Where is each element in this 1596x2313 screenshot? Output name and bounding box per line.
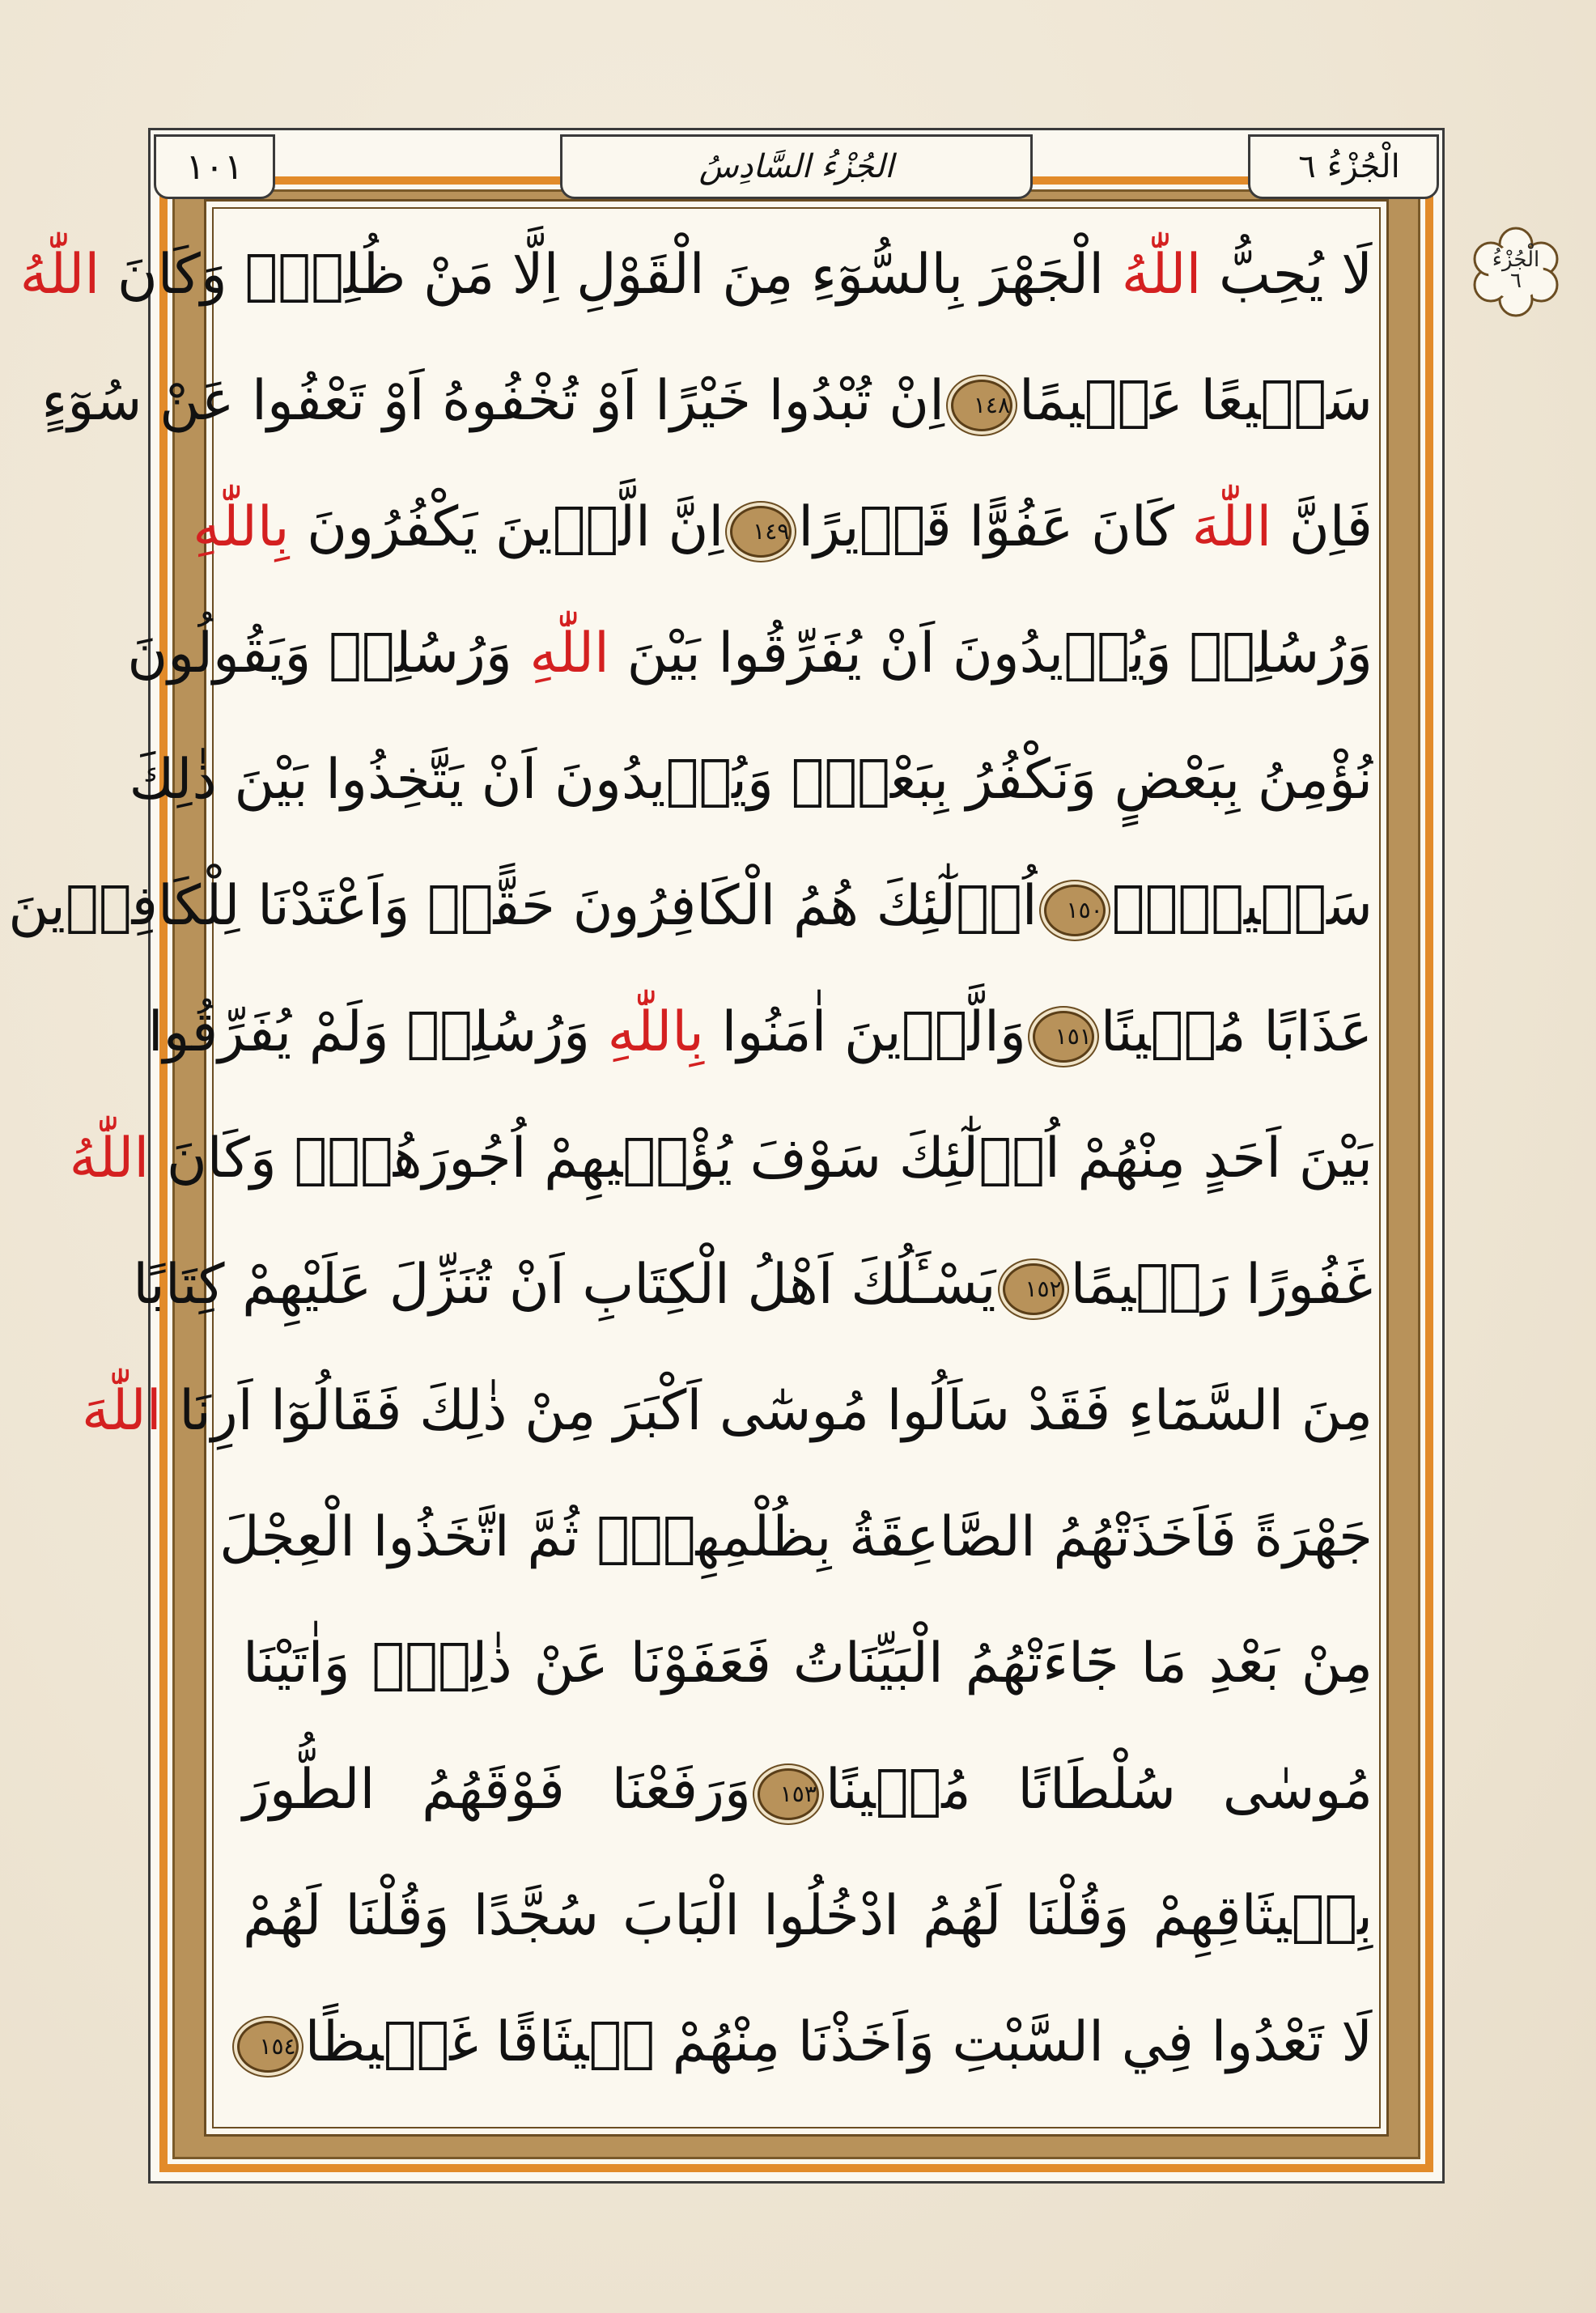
juz-label-text: الْجُزْءُ: [1326, 148, 1400, 185]
divine-name-text: اللّٰهُ: [19, 243, 100, 307]
text-line: [127, 605, 1373, 702]
text-line: [243, 1868, 1373, 1965]
verse-text: وَرُسُلِهٖ وَلَمْ يُفَرِّقُوا: [147, 1000, 608, 1064]
verse-text: اِنْ تُبْدُوا خَيْرًا اَوْ تُخْفُوهُ اَوْ تَعْفُوا عَنْ سُوٓءٍ: [41, 369, 944, 433]
text-line: [19, 227, 1373, 324]
verse-text: فَاِنَّ: [1271, 495, 1373, 559]
ayah-number-marker: ١٥٢: [1003, 1263, 1064, 1315]
divine-name-text: بِاللّٰهِ: [607, 1000, 704, 1064]
text-line: [82, 1363, 1373, 1460]
page-number: [154, 134, 275, 199]
verse-text: اِنَّ الَّذٖينَ يَكْفُرُونَ: [289, 495, 724, 559]
verse-text: مِنْ بَعْدِ مَا جَٓاءَتْهُمُ الْبَيِّنَاتُ فَعَفَوْنَا عَنْ ذٰلِكَۚ وَاٰتَيْنَا: [243, 1632, 1373, 1695]
ayah-number-marker: ١٤٩: [730, 506, 792, 558]
section-title: [560, 134, 1033, 199]
ayah-number-marker: ١٥١: [1033, 1011, 1094, 1063]
verse-text: وَالَّذٖينَ اٰمَنُوا: [703, 1000, 1026, 1064]
section-title-text: الجُزْءُ السَّادِسُ: [698, 148, 894, 185]
text-line: [8, 858, 1373, 955]
text-line: [69, 1110, 1373, 1207]
juz-number-text: ٦: [1298, 148, 1316, 185]
juz-marker-label: [1471, 249, 1560, 291]
page-number-text: ١٠١: [185, 146, 244, 188]
verse-text: مُوسٰى سُلْطَانًا مُبٖينًا: [825, 1758, 1373, 1822]
verse-text: الْجَهْرَ بِالسُّوٓءِ مِنَ الْقَوْلِ اِلَّا مَنْ ظُلِمَۜ وَكَانَ: [100, 243, 1122, 307]
verse-text: لَا تَعْدُوا فِي السَّبْتِ وَاَخَذْنَا مِنْهُمْ مٖيثَاقًا غَلٖيظًا: [304, 2010, 1373, 2074]
juz-marker-number-text: ٦: [1510, 269, 1522, 293]
ayah-number-marker: ١٥٠: [1044, 885, 1106, 936]
divine-name-text: اللّٰهُ: [1121, 243, 1202, 307]
text-line: [243, 1994, 1373, 2091]
ayah-number-marker: ١٥٣: [758, 1768, 819, 1820]
verse-text: لَا يُحِبُّ: [1201, 243, 1373, 307]
text-line: [193, 479, 1373, 576]
verse-text: وَرُسُلِهٖ وَيَقُولُونَ: [127, 622, 530, 685]
text-line: [133, 1237, 1373, 1334]
verse-text: مِنَ السَّمَٓاءِ فَقَدْ سَاَلُوا مُوسٰٓى اَكْبَرَ مِنْ ذٰلِكَ فَقَالُوٓا اَرِنَا: [161, 1379, 1373, 1443]
quran-text-area: [8, 219, 1373, 2128]
divine-name-text: اللّٰهِ: [529, 622, 609, 685]
verse-text: وَرَفَعْنَا فَوْقَهُمُ الطُّورَ: [243, 1758, 751, 1822]
verse-text: نُؤْمِنُ بِبَعْضٍ وَنَكْفُرُ بِبَعْضٍۙ وَيُرٖيدُونَ اَنْ يَتَّخِذُوا بَيْنَ ذٰلِكَ: [129, 748, 1373, 812]
juz-marker-ornament: [1471, 227, 1560, 316]
verse-text: غَفُورًا رَحٖيمًا: [1070, 1253, 1373, 1317]
verse-text: وَرُسُلِهٖ وَيُرٖيدُونَ اَنْ يُفَرِّقُوا بَيْنَ: [609, 622, 1373, 685]
divine-name-text: اللّٰهَ: [82, 1379, 162, 1443]
ayah-number-marker: ١٥٤: [237, 2021, 299, 2073]
text-line: [129, 732, 1373, 829]
verse-text: كَانَ عَفُوًّا قَدٖيرًا: [798, 495, 1192, 559]
text-line: [243, 1615, 1373, 1712]
verse-text: سَمٖيعًا عَلٖيمًا: [1019, 369, 1373, 433]
divine-name-text: اللّٰهُ: [69, 1127, 150, 1190]
text-line: [41, 353, 1373, 450]
verse-text: بِمٖيثَاقِهِمْ وَقُلْنَا لَهُمُ ادْخُلُوا الْبَابَ سُجَّدًا وَقُلْنَا لَهُمْ: [243, 1884, 1373, 1948]
divine-name-text: بِاللّٰهِ: [193, 495, 290, 559]
divine-name-text: اللّٰهَ: [1191, 495, 1272, 559]
verse-text: عَذَابًا مُهٖينًا: [1100, 1000, 1373, 1064]
verse-text: سَبٖيلًاۙ: [1111, 874, 1373, 938]
juz-marker-label-text: الْجُزْءُ: [1492, 248, 1540, 272]
juz-header: [1248, 134, 1439, 199]
verse-text: جَهْرَةً فَاَخَذَتْهُمُ الصَّاعِقَةُ بِظُلْمِهِمْۚ ثُمَّ اتَّخَذُوا الْعِجْلَ: [219, 1505, 1373, 1569]
verse-text: بَيْنَ اَحَدٍ مِنْهُمْ اُو۬لٰٓئِكَ سَوْفَ يُؤْتٖيهِمْ اُجُورَهُمْۜ وَكَانَ: [149, 1127, 1373, 1190]
ayah-number-marker: ١٤٨: [951, 380, 1012, 431]
text-line: [147, 984, 1373, 1081]
text-line: [219, 1489, 1373, 1586]
verse-text: يَسْـَٔلُكَ اَهْلُ الْكِتَابِ اَنْ تُنَزِّلَ عَلَيْهِمْ كِتَابًا: [133, 1253, 996, 1317]
text-line: [243, 1742, 1373, 1839]
verse-text: اُو۬لٰٓئِكَ هُمُ الْكَافِرُونَ حَقًّاۚ وَاَعْتَدْنَا لِلْكَافِرٖينَ: [8, 874, 1038, 938]
